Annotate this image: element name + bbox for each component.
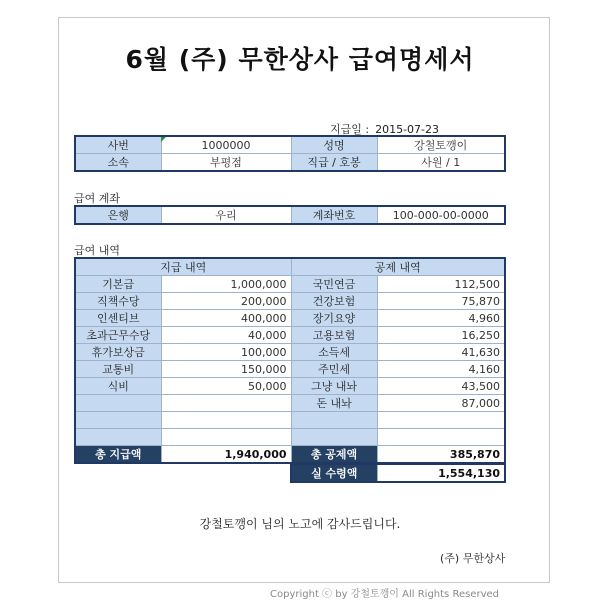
pay-item-amount[interactable]: 1,000,000 bbox=[161, 276, 291, 293]
deduct-item-amount[interactable]: 87,000 bbox=[377, 395, 505, 412]
deduct-item-label: 소득세 bbox=[291, 344, 377, 361]
table-row bbox=[75, 378, 505, 395]
department-value[interactable]: 부평점 bbox=[161, 154, 291, 172]
deduct-item-label bbox=[291, 429, 377, 446]
account-table bbox=[74, 205, 506, 225]
pay-header: 지급 내역 bbox=[75, 258, 291, 276]
deduct-item-amount[interactable]: 4,960 bbox=[377, 310, 505, 327]
table-row bbox=[75, 429, 505, 446]
payroll-table bbox=[74, 257, 506, 464]
account-section-title: 급여 계좌 bbox=[74, 192, 121, 205]
deduct-item-label: 장기요양 bbox=[291, 310, 377, 327]
deduct-item-label: 고용보험 bbox=[291, 327, 377, 344]
table-row bbox=[75, 310, 505, 327]
pay-item-amount[interactable]: 50,000 bbox=[161, 378, 291, 395]
total-pay-value[interactable]: 1,940,000 bbox=[161, 446, 291, 464]
deduct-item-amount[interactable] bbox=[377, 429, 505, 446]
deduct-item-label: 주민세 bbox=[291, 361, 377, 378]
deduct-item-label: 돈 내놔 bbox=[291, 395, 377, 412]
grade-label: 직급 / 호봉 bbox=[291, 154, 377, 172]
deduct-item-amount[interactable]: 112,500 bbox=[377, 276, 505, 293]
pay-item-label: 직책수당 bbox=[75, 293, 161, 310]
account-number-label: 계좌번호 bbox=[291, 206, 377, 224]
pay-date-value: 2015-07-23 bbox=[375, 123, 440, 136]
pay-item-label: 인센티브 bbox=[75, 310, 161, 327]
pay-item-amount[interactable]: 100,000 bbox=[161, 344, 291, 361]
deduct-item-label: 그냥 내놔 bbox=[291, 378, 377, 395]
pay-item-label: 초과근무수당 bbox=[75, 327, 161, 344]
pay-item-label bbox=[75, 429, 161, 446]
department-label: 소속 bbox=[75, 154, 161, 172]
pay-item-label: 교통비 bbox=[75, 361, 161, 378]
pay-item-amount[interactable]: 40,000 bbox=[161, 327, 291, 344]
pay-item-label: 식비 bbox=[75, 378, 161, 395]
deduct-item-label bbox=[291, 412, 377, 429]
cell-comment-marker bbox=[161, 137, 166, 142]
table-row bbox=[75, 344, 505, 361]
pay-item-label bbox=[75, 395, 161, 412]
pay-item-label bbox=[75, 412, 161, 429]
deduct-item-amount[interactable] bbox=[377, 412, 505, 429]
account-number-value[interactable]: 100-000-00-0000 bbox=[377, 206, 505, 224]
deduct-item-amount[interactable]: 41,630 bbox=[377, 344, 505, 361]
totals-row bbox=[75, 446, 505, 464]
net-pay-value[interactable]: 1,554,130 bbox=[377, 464, 505, 482]
deduct-item-amount[interactable]: 4,160 bbox=[377, 361, 505, 378]
table-row bbox=[75, 361, 505, 378]
pay-date-label: 지급일 : bbox=[330, 123, 370, 136]
total-pay-label: 총 지급액 bbox=[75, 446, 161, 464]
deduct-item-label: 건강보험 bbox=[291, 293, 377, 310]
deduct-item-amount[interactable]: 43,500 bbox=[377, 378, 505, 395]
grade-value[interactable]: 사원 / 1 bbox=[377, 154, 505, 172]
total-deduct-value[interactable]: 385,870 bbox=[377, 446, 505, 464]
employee-info-table bbox=[74, 135, 506, 172]
pay-item-amount[interactable] bbox=[161, 429, 291, 446]
employee-id-value[interactable]: 1000000 bbox=[161, 136, 291, 154]
net-pay-table bbox=[290, 463, 506, 483]
table-row bbox=[75, 327, 505, 344]
payroll-section-title: 급여 내역 bbox=[74, 244, 121, 257]
table-row bbox=[75, 412, 505, 429]
pay-item-amount[interactable] bbox=[161, 412, 291, 429]
table-row bbox=[75, 276, 505, 293]
deduct-item-amount[interactable]: 75,870 bbox=[377, 293, 505, 310]
deduct-header: 공제 내역 bbox=[291, 258, 505, 276]
copyright-text: Copyright ⓒ by 강철토깽이 All Rights Reserved bbox=[270, 589, 499, 600]
table-row bbox=[75, 293, 505, 310]
employee-name-value[interactable]: 강철토깽이 bbox=[377, 136, 505, 154]
deduct-item-label: 국민연금 bbox=[291, 276, 377, 293]
thanks-message: 강철토깽이 님의 노고에 감사드립니다. bbox=[199, 517, 401, 531]
bank-value[interactable]: 우리 bbox=[161, 206, 291, 224]
pay-item-amount[interactable]: 400,000 bbox=[161, 310, 291, 327]
table-row bbox=[75, 395, 505, 412]
total-deduct-label: 총 공제액 bbox=[291, 446, 377, 464]
company-name: (주) 무한상사 bbox=[440, 552, 506, 565]
employee-id-label: 사번 bbox=[75, 136, 161, 154]
pay-item-amount[interactable]: 200,000 bbox=[161, 293, 291, 310]
bank-label: 은행 bbox=[75, 206, 161, 224]
employee-name-label: 성명 bbox=[291, 136, 377, 154]
deduct-item-amount[interactable]: 16,250 bbox=[377, 327, 505, 344]
net-pay-label: 실 수령액 bbox=[291, 464, 377, 482]
pay-item-amount[interactable] bbox=[161, 395, 291, 412]
page-title: 6월 (주) 무한상사 급여명세서 bbox=[125, 45, 475, 74]
pay-item-label: 기본급 bbox=[75, 276, 161, 293]
pay-item-amount[interactable]: 150,000 bbox=[161, 361, 291, 378]
pay-item-label: 휴가보상금 bbox=[75, 344, 161, 361]
